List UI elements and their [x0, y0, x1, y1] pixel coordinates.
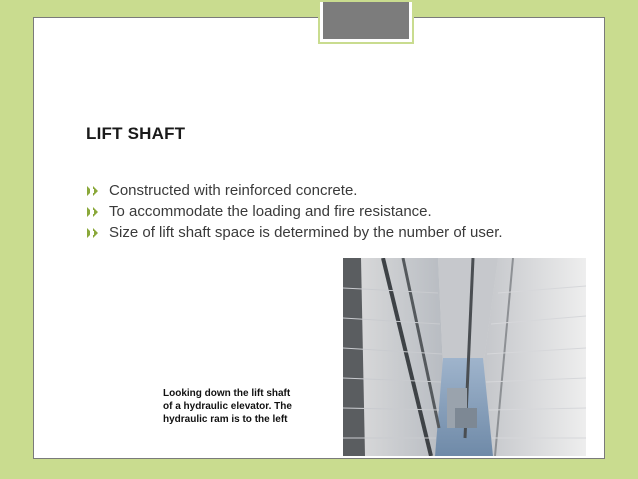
bullet-icon	[86, 227, 102, 239]
slide-title: LIFT SHAFT	[86, 124, 186, 143]
photo-caption	[163, 387, 348, 426]
bullet-item	[86, 222, 586, 243]
caption-line: of a hydraulic elevator. The	[163, 401, 292, 412]
bullet-icon	[86, 206, 102, 218]
bullet-text: To accommodate the loading and fire resistance.	[109, 203, 432, 220]
caption-line: hydraulic ram is to the left	[163, 414, 288, 425]
lift-shaft-photo	[343, 258, 586, 456]
bullet-text: Size of lift shaft space is determined by the number of user.	[109, 224, 503, 241]
caption-line: Looking down the lift shaft	[163, 388, 291, 399]
bullet-text: Constructed with reinforced concrete.	[109, 182, 358, 199]
decorative-square	[318, 0, 414, 44]
bullet-item	[86, 180, 586, 201]
bullet-item	[86, 201, 586, 222]
decorative-square-fill	[323, 2, 409, 39]
bullet-list	[86, 180, 586, 243]
bullet-icon	[86, 185, 102, 197]
